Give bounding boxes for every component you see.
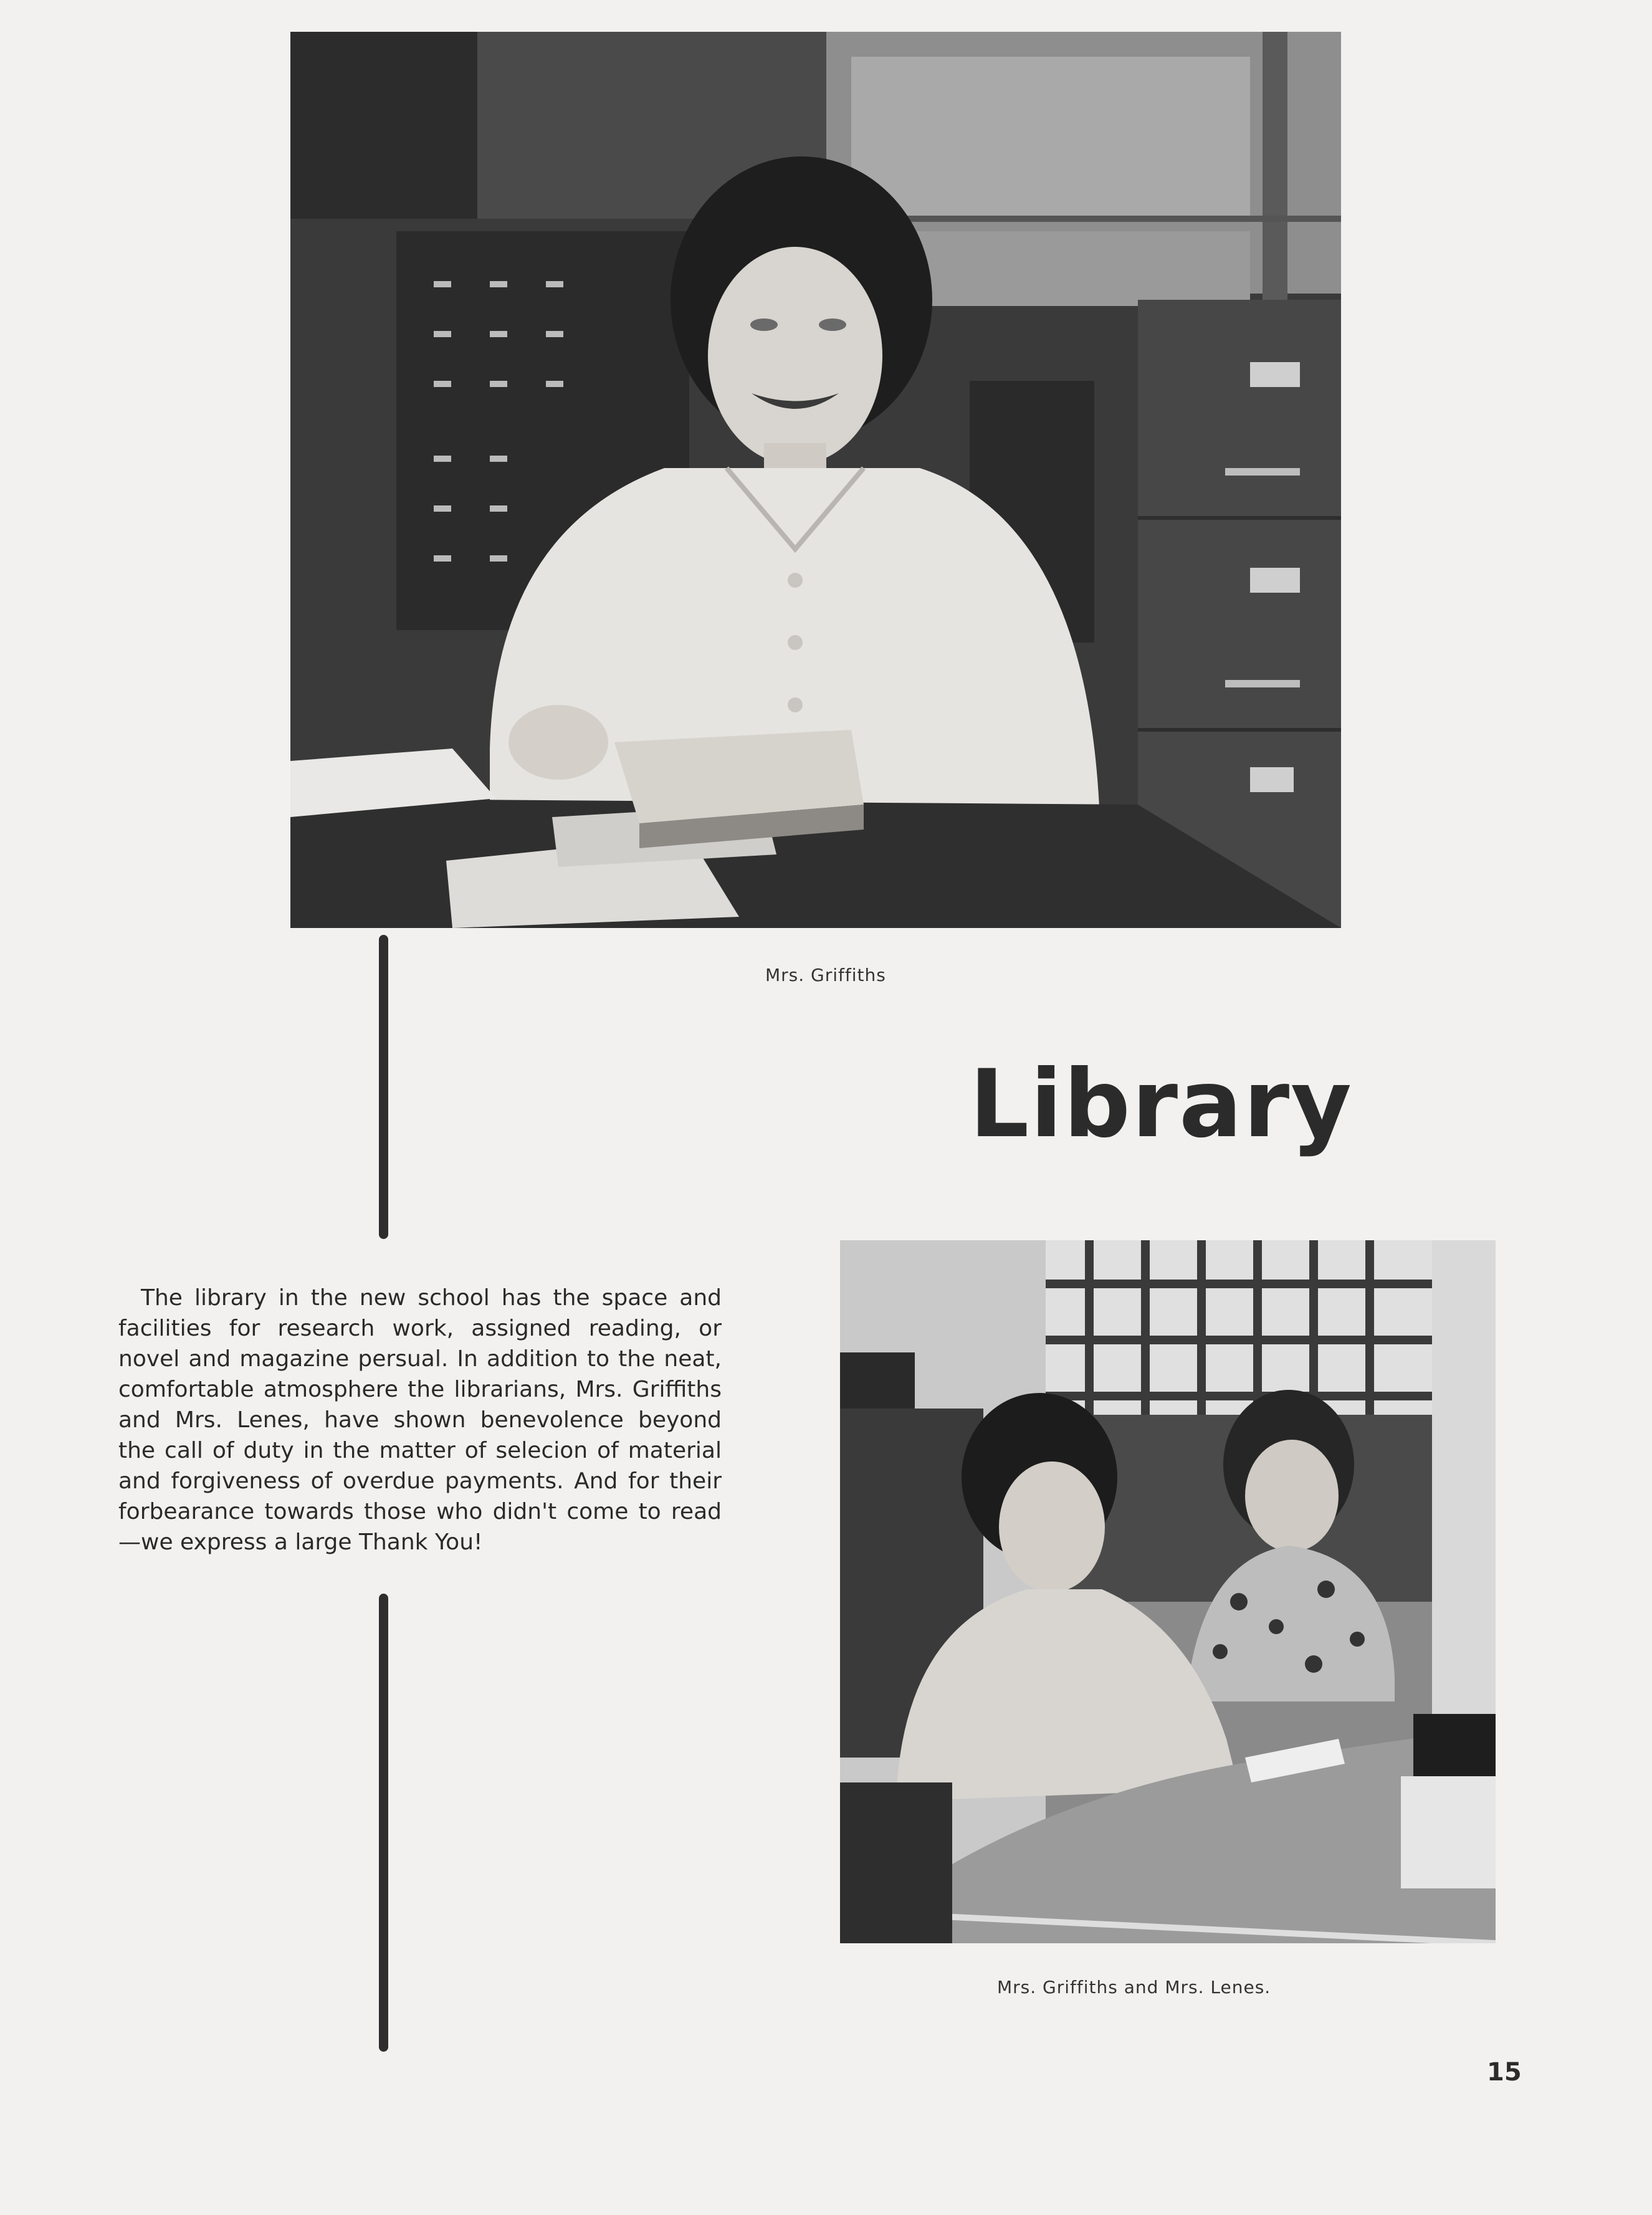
vertical-rule-bottom <box>379 1594 388 2052</box>
photo-caption-griffiths: Mrs. Griffiths <box>765 965 886 985</box>
article-body: The library in the new school has the space and facilities for research work, assigned reading, or novel and magazine persual. In addition to the neat, comfortable atmosphere the librarians, Mrs. Griffiths and Mrs. Lenes, have shown benevolence beyond the call of duty in the matter of selecion of material and forgiveness of overdue payments. And for their forbearance towards those who didn't come to read—we express a large Thank You! <box>118 1285 722 1555</box>
photo-mrs-griffiths-image <box>290 32 1341 928</box>
page-number: 15 <box>1487 2058 1522 2087</box>
vertical-rule-top <box>379 935 388 1239</box>
photo-mrs-griffiths <box>290 32 1341 928</box>
photo-griffiths-and-lenes <box>840 1240 1496 1943</box>
photo-griffiths-and-lenes-image <box>840 1240 1496 1943</box>
page-title: Library <box>969 1050 1353 1159</box>
photo-caption-griffiths-lenes: Mrs. Griffiths and Mrs. Lenes. <box>997 1977 1271 1997</box>
